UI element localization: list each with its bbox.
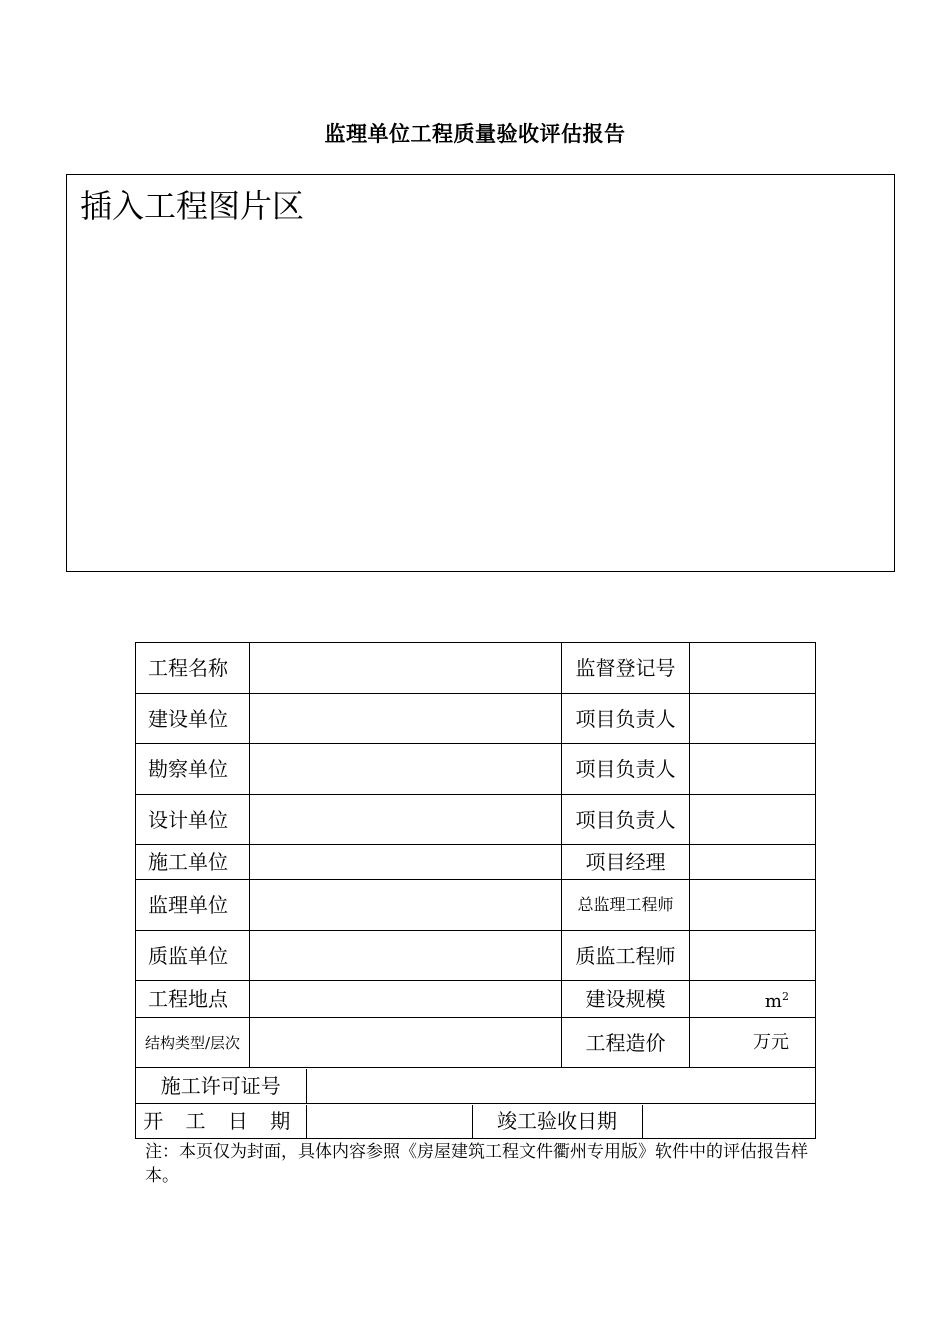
project-image-area[interactable] — [66, 174, 895, 572]
table-row — [136, 744, 816, 795]
scale-unit: m — [764, 990, 782, 1012]
row-right-label: 总监理工程师 — [562, 880, 690, 931]
project-cost-field[interactable]: 万元 — [690, 1018, 816, 1068]
table-row — [136, 643, 816, 694]
design-unit-field[interactable] — [250, 795, 562, 845]
project-info-table — [135, 642, 816, 1139]
table-row — [136, 1068, 816, 1104]
table-row — [136, 981, 816, 1018]
row-right-label: 项目经理 — [562, 845, 690, 880]
row-right-label: 质监工程师 — [562, 931, 690, 981]
footnote: 注：本页仅为封面，具体内容参照《房屋建筑工程文件衢州专用版》软件中的评估报告样本。 — [145, 1142, 808, 1186]
completion-date-field[interactable] — [642, 1105, 815, 1138]
table-row — [136, 795, 816, 845]
registration-number-field[interactable] — [690, 643, 816, 694]
table-row — [136, 694, 816, 744]
construction-scale-field[interactable] — [690, 981, 816, 1018]
construction-unit-field[interactable] — [250, 694, 562, 744]
quality-unit-field[interactable] — [250, 931, 562, 981]
survey-unit-field[interactable] — [250, 744, 562, 795]
dates-row — [136, 1104, 816, 1139]
completion-date-label: 竣工验收日期 — [472, 1105, 642, 1138]
start-date-field[interactable] — [306, 1105, 472, 1138]
table-row — [136, 1104, 816, 1139]
row-right-label: 项目负责人 — [562, 744, 690, 795]
construction-lead-field[interactable] — [690, 694, 816, 744]
scale-unit-exponent: 2 — [782, 989, 789, 1003]
row-label: 结构类型/层次 — [136, 1018, 250, 1068]
row-label: 监理单位 — [136, 880, 250, 931]
project-manager-field[interactable] — [690, 845, 816, 880]
row-label: 建设单位 — [136, 694, 250, 744]
image-placeholder-label: 插入工程图片区 — [80, 187, 305, 225]
table-row — [136, 1018, 816, 1068]
project-name-field[interactable] — [250, 643, 562, 694]
permit-inner-table — [136, 1069, 815, 1103]
row-label: 施工单位 — [136, 845, 250, 880]
design-lead-field[interactable] — [690, 795, 816, 845]
table-row — [136, 931, 816, 981]
survey-lead-field[interactable] — [690, 744, 816, 795]
chief-supervisor-field[interactable] — [690, 880, 816, 931]
start-date-label: 开 工 日 期 — [143, 1109, 299, 1133]
project-location-field[interactable] — [250, 981, 562, 1018]
row-right-label: 项目负责人 — [562, 694, 690, 744]
row-label: 勘察单位 — [136, 744, 250, 795]
row-right-label: 建设规模 — [562, 981, 690, 1018]
report-title: 监理单位工程质量验收评估报告 — [324, 121, 626, 146]
row-right-label: 监督登记号 — [562, 643, 690, 694]
supervision-unit-field[interactable] — [250, 880, 562, 931]
row-right-label: 项目负责人 — [562, 795, 690, 845]
table-row — [136, 880, 816, 931]
permit-number-field[interactable] — [306, 1069, 815, 1103]
structure-type-field[interactable] — [250, 1018, 562, 1068]
permit-row — [136, 1068, 816, 1104]
row-right-label: 工程造价 — [562, 1018, 690, 1068]
builder-unit-field[interactable] — [250, 845, 562, 880]
quality-engineer-field[interactable] — [690, 931, 816, 981]
dates-inner-table — [136, 1105, 815, 1138]
table-row — [136, 845, 816, 880]
row-label: 工程地点 — [136, 981, 250, 1018]
row-label: 质监单位 — [136, 931, 250, 981]
row-label: 工程名称 — [136, 643, 250, 694]
row-label: 设计单位 — [136, 795, 250, 845]
permit-label: 施工许可证号 — [160, 1073, 281, 1098]
